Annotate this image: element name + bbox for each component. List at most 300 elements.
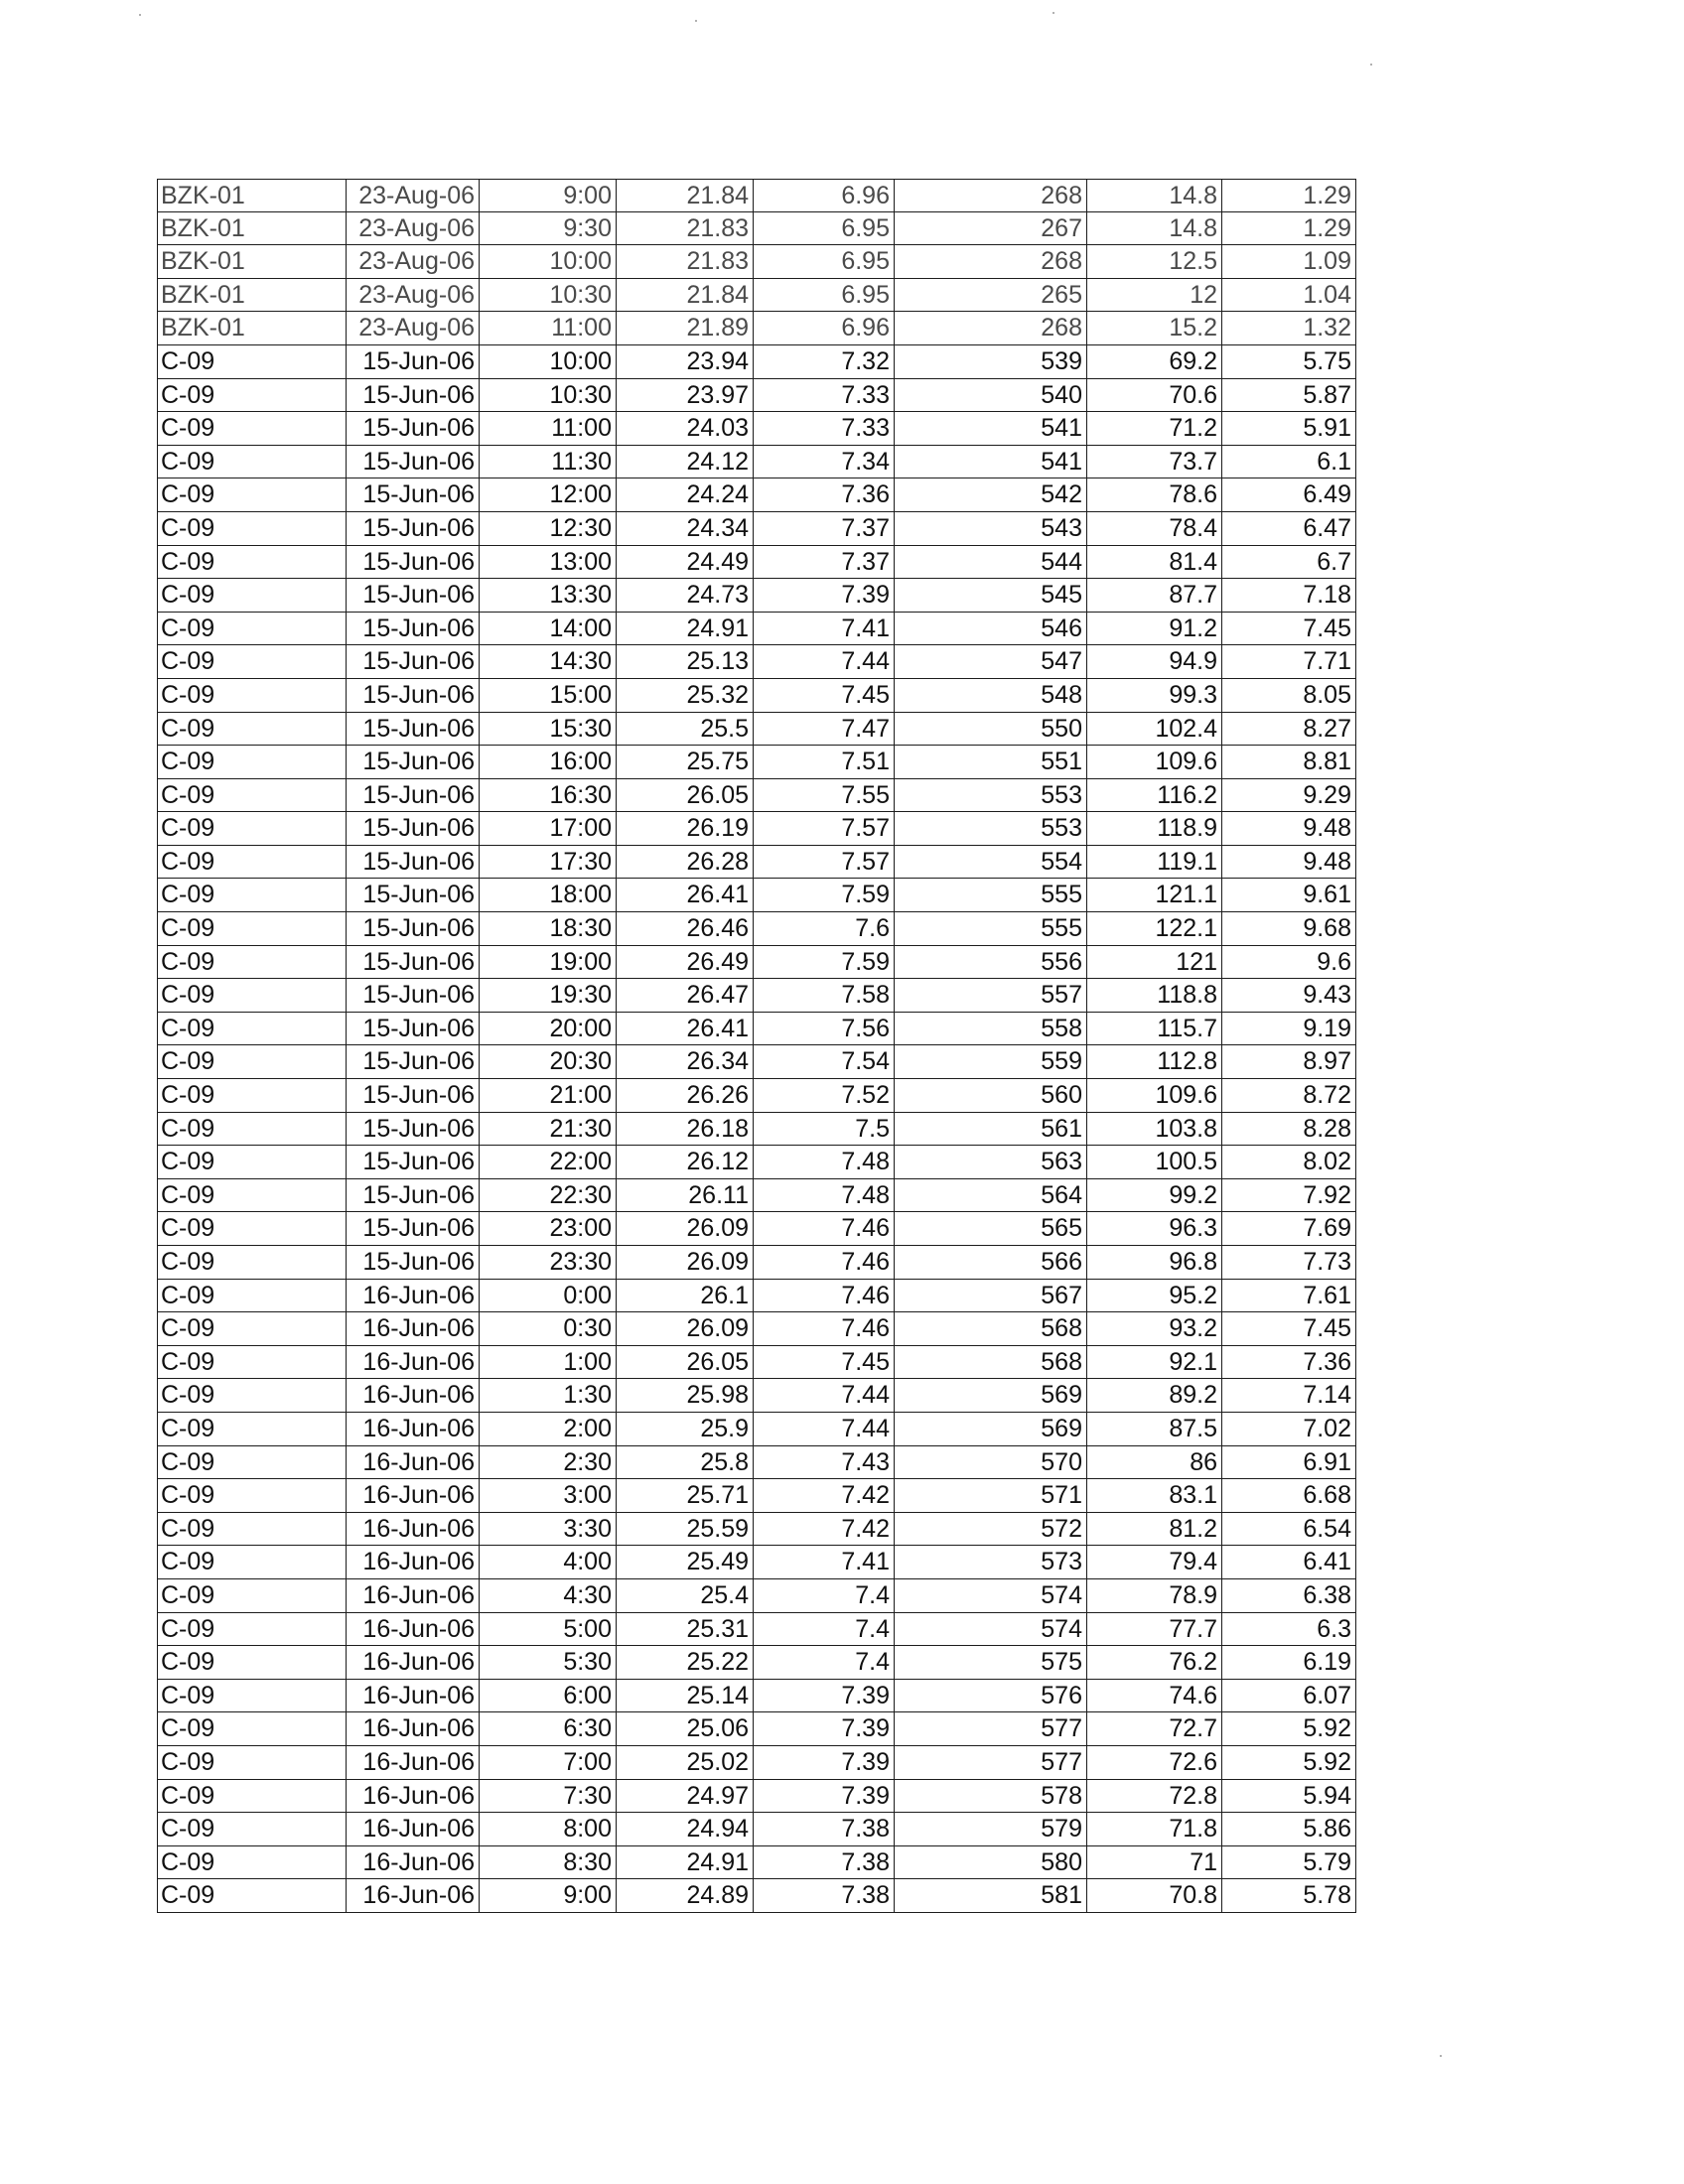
table-cell: 26.26	[616, 1079, 753, 1113]
table-cell: 8.02	[1221, 1146, 1356, 1179]
table-cell: 21.83	[616, 212, 753, 246]
table-row	[157, 512, 1356, 546]
table-cell: 8.72	[1221, 1079, 1356, 1113]
table-cell: 6.95	[753, 245, 894, 279]
table-cell: 78.6	[1086, 478, 1221, 512]
table-cell: 8:30	[479, 1846, 616, 1880]
table-cell: 555	[894, 912, 1086, 946]
table-cell: 7.45	[1221, 613, 1356, 646]
table-cell: 24.03	[616, 412, 753, 446]
table-cell: 15-Jun-06	[346, 979, 479, 1013]
table-row	[157, 1379, 1356, 1413]
table-cell: 7.44	[753, 1379, 894, 1413]
table-cell: 569	[894, 1379, 1086, 1413]
table-cell: 16-Jun-06	[346, 1413, 479, 1446]
table-cell: 25.4	[616, 1579, 753, 1613]
table-row	[157, 812, 1356, 846]
table-cell: 16-Jun-06	[346, 1379, 479, 1413]
table-cell: 551	[894, 746, 1086, 779]
table-cell: 7.39	[753, 579, 894, 613]
table-cell: 21.83	[616, 245, 753, 279]
table-cell: 15-Jun-06	[346, 1212, 479, 1246]
table-cell: 550	[894, 713, 1086, 747]
table-cell: 18:30	[479, 912, 616, 946]
table-cell: 7.45	[753, 1346, 894, 1380]
table-row	[157, 1746, 1356, 1780]
table-cell: 5.75	[1221, 345, 1356, 379]
table-cell: 16-Jun-06	[346, 1280, 479, 1313]
table-cell: 5.92	[1221, 1712, 1356, 1746]
table-cell: 16-Jun-06	[346, 1613, 479, 1647]
table-cell: C-09	[157, 546, 346, 580]
table-cell: 15-Jun-06	[346, 946, 479, 980]
table-cell: 547	[894, 645, 1086, 679]
table-row	[157, 1546, 1356, 1579]
table-cell: 24.89	[616, 1879, 753, 1913]
table-cell: 24.73	[616, 579, 753, 613]
table-cell: 9.43	[1221, 979, 1356, 1013]
table-cell: 7.38	[753, 1813, 894, 1846]
table-cell: 24.91	[616, 1846, 753, 1880]
table-cell: C-09	[157, 1846, 346, 1880]
table-cell: C-09	[157, 412, 346, 446]
table-cell: 7.39	[753, 1680, 894, 1713]
table-cell: 567	[894, 1280, 1086, 1313]
table-row	[157, 1013, 1356, 1046]
table-cell: C-09	[157, 879, 346, 912]
table-cell: 7.51	[753, 746, 894, 779]
table-cell: 121	[1086, 946, 1221, 980]
table-cell: 10:30	[479, 279, 616, 313]
table-cell: 76.2	[1086, 1646, 1221, 1680]
table-cell: 122.1	[1086, 912, 1221, 946]
table-row	[157, 179, 1356, 212]
table-cell: 12:00	[479, 478, 616, 512]
table-row	[157, 946, 1356, 980]
table-cell: 574	[894, 1579, 1086, 1613]
table-cell: 6:30	[479, 1712, 616, 1746]
table-cell: 16-Jun-06	[346, 1746, 479, 1780]
table-cell: 7.42	[753, 1479, 894, 1513]
table-cell: C-09	[157, 1513, 346, 1547]
table-cell: 15-Jun-06	[346, 779, 479, 813]
table-cell: 15-Jun-06	[346, 1179, 479, 1213]
table-cell: 16-Jun-06	[346, 1680, 479, 1713]
table-cell: 92.1	[1086, 1346, 1221, 1380]
table-cell: 16-Jun-06	[346, 1846, 479, 1880]
table-row	[157, 546, 1356, 580]
table-cell: C-09	[157, 1079, 346, 1113]
table-cell: 578	[894, 1780, 1086, 1814]
table-cell: 548	[894, 679, 1086, 713]
table-cell: 25.49	[616, 1546, 753, 1579]
table-cell: 15:30	[479, 713, 616, 747]
table-cell: 6.96	[753, 179, 894, 212]
table-cell: 9.19	[1221, 1013, 1356, 1046]
table-cell: 6:00	[479, 1680, 616, 1713]
table-cell: 81.4	[1086, 546, 1221, 580]
table-cell: C-09	[157, 345, 346, 379]
table-cell: 5.78	[1221, 1879, 1356, 1913]
table-cell: 10:00	[479, 245, 616, 279]
table-cell: 77.7	[1086, 1613, 1221, 1647]
table-cell: 7.48	[753, 1179, 894, 1213]
table-cell: C-09	[157, 946, 346, 980]
table-cell: C-09	[157, 1312, 346, 1346]
table-cell: 12.5	[1086, 245, 1221, 279]
table-cell: 9.6	[1221, 946, 1356, 980]
table-cell: 580	[894, 1846, 1086, 1880]
table-cell: 7.36	[753, 478, 894, 512]
table-cell: 15-Jun-06	[346, 1146, 479, 1179]
table-cell: 7.38	[753, 1879, 894, 1913]
table-cell: 26.46	[616, 912, 753, 946]
table-cell: 25.22	[616, 1646, 753, 1680]
table-cell: 572	[894, 1513, 1086, 1547]
table-cell: 15-Jun-06	[346, 912, 479, 946]
table-cell: 268	[894, 179, 1086, 212]
table-cell: 25.5	[616, 713, 753, 747]
table-cell: 5.92	[1221, 1746, 1356, 1780]
table-cell: 15-Jun-06	[346, 345, 479, 379]
table-cell: 15-Jun-06	[346, 1013, 479, 1046]
table-cell: C-09	[157, 1246, 346, 1280]
table-cell: 565	[894, 1212, 1086, 1246]
table-cell: 6.7	[1221, 546, 1356, 580]
table-cell: 7.46	[753, 1280, 894, 1313]
table-cell: 573	[894, 1546, 1086, 1579]
table-row	[157, 645, 1356, 679]
table-cell: 553	[894, 779, 1086, 813]
table-cell: 94.9	[1086, 645, 1221, 679]
table-cell: 100.5	[1086, 1146, 1221, 1179]
table-cell: 5:00	[479, 1613, 616, 1647]
table-cell: 559	[894, 1045, 1086, 1079]
table-cell: 89.2	[1086, 1379, 1221, 1413]
table-cell: 26.34	[616, 1045, 753, 1079]
table-cell: 7.36	[1221, 1346, 1356, 1380]
table-cell: 15:00	[479, 679, 616, 713]
table-cell: 15-Jun-06	[346, 645, 479, 679]
table-cell: 9:00	[479, 1879, 616, 1913]
table-cell: 5.87	[1221, 379, 1356, 413]
table-cell: C-09	[157, 846, 346, 880]
table-cell: 22:30	[479, 1179, 616, 1213]
scan-speck	[1370, 64, 1372, 66]
table-cell: C-09	[157, 1546, 346, 1579]
table-cell: 2:30	[479, 1446, 616, 1480]
table-cell: 7.39	[753, 1780, 894, 1814]
table-cell: 7.47	[753, 713, 894, 747]
table-row	[157, 412, 1356, 446]
table-cell: 71.2	[1086, 412, 1221, 446]
table-cell: 8.28	[1221, 1113, 1356, 1147]
table-cell: 544	[894, 546, 1086, 580]
table-cell: C-09	[157, 1680, 346, 1713]
table-cell: 23-Aug-06	[346, 179, 479, 212]
table-cell: C-09	[157, 1746, 346, 1780]
table-cell: 72.7	[1086, 1712, 1221, 1746]
table-cell: 23-Aug-06	[346, 245, 479, 279]
table-cell: 6.19	[1221, 1646, 1356, 1680]
table-cell: 25.98	[616, 1379, 753, 1413]
table-cell: 581	[894, 1879, 1086, 1913]
table-cell: 15.2	[1086, 312, 1221, 345]
table-cell: 73.7	[1086, 446, 1221, 479]
table-cell: 7.41	[753, 1546, 894, 1579]
table-cell: 6.96	[753, 312, 894, 345]
table-cell: 16-Jun-06	[346, 1813, 479, 1846]
table-cell: 21:30	[479, 1113, 616, 1147]
table-cell: C-09	[157, 1113, 346, 1147]
table-cell: 96.8	[1086, 1246, 1221, 1280]
table-cell: 14:30	[479, 645, 616, 679]
table-cell: 7.46	[753, 1246, 894, 1280]
table-row	[157, 1179, 1356, 1213]
table-cell: 5.91	[1221, 412, 1356, 446]
table-cell: 23.94	[616, 345, 753, 379]
table-cell: 26.41	[616, 1013, 753, 1046]
table-cell: 103.8	[1086, 1113, 1221, 1147]
table-cell: 7.59	[753, 946, 894, 980]
table-row	[157, 1113, 1356, 1147]
table-cell: 26.09	[616, 1312, 753, 1346]
table-cell: 14.8	[1086, 212, 1221, 246]
data-table	[157, 179, 1356, 1913]
table-cell: C-09	[157, 1146, 346, 1179]
table-cell: 72.6	[1086, 1746, 1221, 1780]
table-row	[157, 1780, 1356, 1814]
table-cell: C-09	[157, 1879, 346, 1913]
table-row	[157, 1413, 1356, 1446]
table-cell: 15-Jun-06	[346, 846, 479, 880]
table-cell: C-09	[157, 979, 346, 1013]
table-cell: 558	[894, 1013, 1086, 1046]
table-row	[157, 1813, 1356, 1846]
table-cell: 78.9	[1086, 1579, 1221, 1613]
table-cell: 70.6	[1086, 379, 1221, 413]
table-cell: 74.6	[1086, 1680, 1221, 1713]
table-cell: 15-Jun-06	[346, 679, 479, 713]
table-cell: 7.92	[1221, 1179, 1356, 1213]
table-cell: C-09	[157, 1712, 346, 1746]
table-cell: C-09	[157, 1446, 346, 1480]
table-cell: 26.1	[616, 1280, 753, 1313]
table-cell: C-09	[157, 1346, 346, 1380]
table-cell: 7.37	[753, 546, 894, 580]
table-cell: C-09	[157, 1413, 346, 1446]
scan-speck	[139, 14, 141, 16]
table-cell: C-09	[157, 1045, 346, 1079]
table-row	[157, 879, 1356, 912]
table-cell: 568	[894, 1346, 1086, 1380]
table-cell: 5.79	[1221, 1846, 1356, 1880]
table-cell: 7.46	[753, 1212, 894, 1246]
table-cell: 5.86	[1221, 1813, 1356, 1846]
table-cell: 83.1	[1086, 1479, 1221, 1513]
table-cell: 7.59	[753, 879, 894, 912]
table-cell: 24.91	[616, 613, 753, 646]
table-cell: 7.43	[753, 1446, 894, 1480]
table-cell: 557	[894, 979, 1086, 1013]
table-cell: 78.4	[1086, 512, 1221, 546]
table-cell: 25.06	[616, 1712, 753, 1746]
table-cell: 7.48	[753, 1146, 894, 1179]
table-cell: 21.89	[616, 312, 753, 345]
table-cell: 568	[894, 1312, 1086, 1346]
table-row	[157, 1246, 1356, 1280]
table-cell: 11:30	[479, 446, 616, 479]
table-cell: 1.29	[1221, 212, 1356, 246]
table-cell: 7.73	[1221, 1246, 1356, 1280]
table-cell: 564	[894, 1179, 1086, 1213]
table-cell: 15-Jun-06	[346, 412, 479, 446]
table-cell: C-09	[157, 746, 346, 779]
table-cell: 25.32	[616, 679, 753, 713]
table-cell: C-09	[157, 379, 346, 413]
table-cell: C-09	[157, 512, 346, 546]
table-cell: C-09	[157, 1780, 346, 1814]
table-cell: 25.59	[616, 1513, 753, 1547]
table-cell: C-09	[157, 446, 346, 479]
scan-speck	[695, 20, 697, 22]
table-cell: 16:30	[479, 779, 616, 813]
table-cell: 556	[894, 946, 1086, 980]
table-cell: 7.4	[753, 1646, 894, 1680]
table-cell: 26.41	[616, 879, 753, 912]
table-cell: 560	[894, 1079, 1086, 1113]
table-cell: 16-Jun-06	[346, 1712, 479, 1746]
table-cell: C-09	[157, 1613, 346, 1647]
table-cell: 71	[1086, 1846, 1221, 1880]
table-cell: 7.33	[753, 379, 894, 413]
table-cell: 7.52	[753, 1079, 894, 1113]
table-cell: 7.42	[753, 1513, 894, 1547]
table-cell: 9.61	[1221, 879, 1356, 912]
table-row	[157, 1513, 1356, 1547]
table-cell: 87.5	[1086, 1413, 1221, 1446]
table-cell: 23-Aug-06	[346, 279, 479, 313]
table-cell: 6.3	[1221, 1613, 1356, 1647]
table-cell: 576	[894, 1680, 1086, 1713]
table-cell: 69.2	[1086, 345, 1221, 379]
table-cell: 99.2	[1086, 1179, 1221, 1213]
table-cell: 25.71	[616, 1479, 753, 1513]
table-cell: C-09	[157, 1013, 346, 1046]
table-cell: 570	[894, 1446, 1086, 1480]
table-cell: 86	[1086, 1446, 1221, 1480]
table-cell: 6.38	[1221, 1579, 1356, 1613]
table-cell: C-09	[157, 713, 346, 747]
table-row	[157, 1146, 1356, 1179]
table-cell: 6.68	[1221, 1479, 1356, 1513]
table-row	[157, 746, 1356, 779]
table-cell: 11:00	[479, 312, 616, 345]
table-cell: 7.37	[753, 512, 894, 546]
table-cell: C-09	[157, 1813, 346, 1846]
table-cell: 6.47	[1221, 512, 1356, 546]
table-cell: 0:00	[479, 1280, 616, 1313]
table-cell: BZK-01	[157, 312, 346, 345]
table-cell: 15-Jun-06	[346, 1113, 479, 1147]
table-row	[157, 379, 1356, 413]
table-cell: 15-Jun-06	[346, 512, 479, 546]
table-cell: 7.33	[753, 412, 894, 446]
table-cell: 6.54	[1221, 1513, 1356, 1547]
table-row	[157, 679, 1356, 713]
table-cell: 16-Jun-06	[346, 1346, 479, 1380]
table-cell: C-09	[157, 1179, 346, 1213]
table-cell: C-09	[157, 1646, 346, 1680]
table-cell: 22:00	[479, 1146, 616, 1179]
table-cell: 16-Jun-06	[346, 1312, 479, 1346]
table-cell: 579	[894, 1813, 1086, 1846]
table-cell: 7.58	[753, 979, 894, 1013]
table-cell: 2:00	[479, 1413, 616, 1446]
table-cell: 7.44	[753, 1413, 894, 1446]
table-cell: 87.7	[1086, 579, 1221, 613]
table-cell: 12	[1086, 279, 1221, 313]
table-cell: C-09	[157, 613, 346, 646]
table-cell: 7:30	[479, 1780, 616, 1814]
table-cell: 6.91	[1221, 1446, 1356, 1480]
table-cell: 9.48	[1221, 846, 1356, 880]
table-cell: 18:00	[479, 879, 616, 912]
table-row	[157, 912, 1356, 946]
table-cell: 23-Aug-06	[346, 212, 479, 246]
table-cell: 81.2	[1086, 1513, 1221, 1547]
table-cell: 15-Jun-06	[346, 1246, 479, 1280]
table-cell: 7.14	[1221, 1379, 1356, 1413]
table-cell: 7.57	[753, 812, 894, 846]
table-cell: 16-Jun-06	[346, 1513, 479, 1547]
table-row	[157, 1613, 1356, 1647]
table-cell: 16-Jun-06	[346, 1579, 479, 1613]
table-cell: 20:00	[479, 1013, 616, 1046]
table-cell: 11:00	[479, 412, 616, 446]
table-row	[157, 1212, 1356, 1246]
table-cell: 7.5	[753, 1113, 894, 1147]
table-row	[157, 312, 1356, 345]
table-cell: BZK-01	[157, 179, 346, 212]
table-cell: 26.47	[616, 979, 753, 1013]
table-cell: 7.54	[753, 1045, 894, 1079]
table-cell: 102.4	[1086, 713, 1221, 747]
table-cell: 9:30	[479, 212, 616, 246]
table-cell: 24.34	[616, 512, 753, 546]
table-cell: 15-Jun-06	[346, 812, 479, 846]
table-cell: 7.4	[753, 1613, 894, 1647]
table-cell: 26.09	[616, 1246, 753, 1280]
table-cell: 1:00	[479, 1346, 616, 1380]
table-cell: 7.69	[1221, 1212, 1356, 1246]
table-cell: 12:30	[479, 512, 616, 546]
table-cell: 9.29	[1221, 779, 1356, 813]
table-cell: 16-Jun-06	[346, 1546, 479, 1579]
table-cell: 115.7	[1086, 1013, 1221, 1046]
table-row	[157, 279, 1356, 313]
table-cell: C-09	[157, 1379, 346, 1413]
table-cell: 7.39	[753, 1746, 894, 1780]
table-cell: 1.09	[1221, 245, 1356, 279]
table-cell: 1.04	[1221, 279, 1356, 313]
table-cell: 10:00	[479, 345, 616, 379]
table-cell: C-09	[157, 679, 346, 713]
table-cell: 3:30	[479, 1513, 616, 1547]
table-cell: 566	[894, 1246, 1086, 1280]
table-cell: 3:00	[479, 1479, 616, 1513]
table-cell: 10:30	[479, 379, 616, 413]
